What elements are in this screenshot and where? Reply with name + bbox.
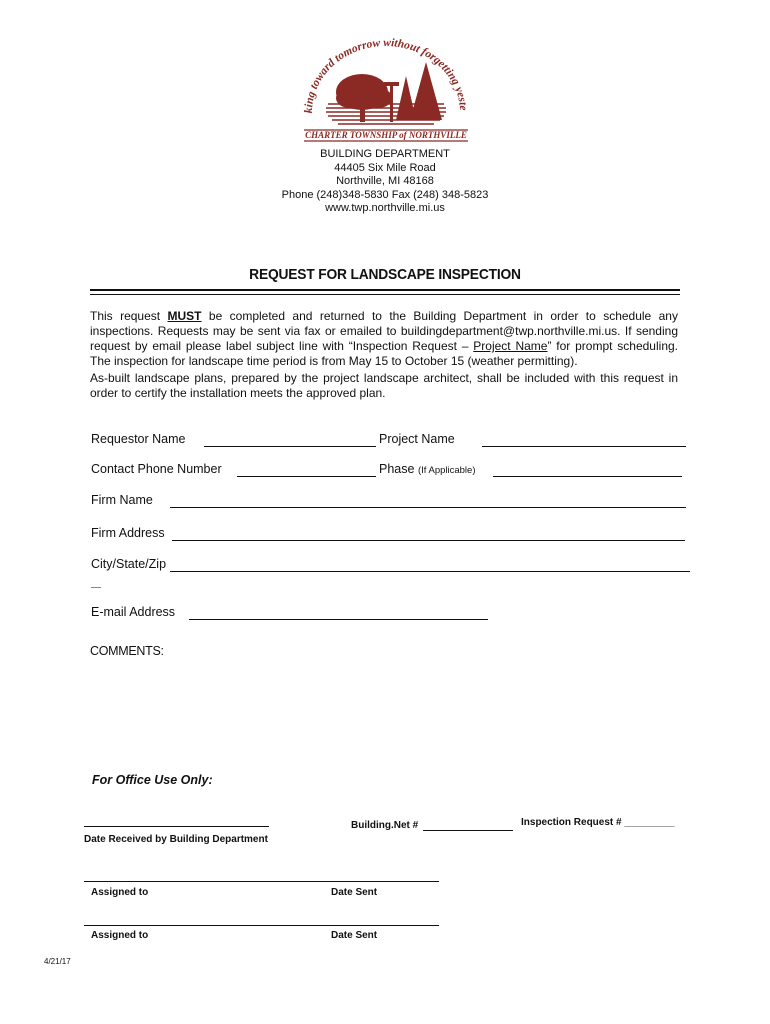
page-title: REQUEST FOR LANDSCAPE INSPECTION — [249, 266, 521, 283]
contact-phone-field[interactable] — [237, 476, 376, 477]
project-name-label: Project Name — [379, 432, 455, 446]
project-name-field[interactable] — [482, 446, 686, 447]
asbuilt-paragraph: As-built landscape plans, prepared by the project landscape architect, shall be included with this request in order to certify the installation meets the approved plan. — [90, 371, 678, 400]
date-sent-label-1: Date Sent — [331, 887, 378, 898]
email-label: E-mail Address — [91, 605, 176, 619]
street-address: 44405 Six Mile Road — [334, 161, 436, 174]
city-address: Northville, MI 48168 — [336, 175, 434, 187]
must-emphasis: MUST — [167, 309, 202, 323]
phase-field[interactable] — [493, 476, 682, 477]
date-sent-label-2: Date Sent — [331, 930, 378, 941]
city-state-zip-label: City/State/Zip — [91, 557, 167, 571]
assigned-row-1-line[interactable] — [84, 881, 439, 882]
department-name: BUILDING DEPARTMENT — [320, 148, 450, 160]
firm-name-field[interactable] — [170, 507, 686, 508]
city-state-zip-field[interactable] — [170, 571, 690, 572]
email-field[interactable] — [189, 619, 488, 620]
comments-area[interactable] — [90, 664, 680, 764]
logo-banner: CHARTER TOWNSHIP of NORTHVILLE — [305, 130, 467, 140]
logo-arc-text: king toward tomorrow without forgetting yeste — [302, 36, 470, 114]
assigned-to-label-2: Assigned to — [91, 930, 149, 941]
township-logo — [298, 34, 474, 144]
comments-label: COMMENTS: — [90, 644, 164, 658]
assigned-row-2-line[interactable] — [84, 925, 439, 926]
website[interactable]: www.twp.northville.mi.us — [325, 202, 445, 214]
requestor-name-field[interactable] — [204, 446, 376, 447]
project-name-underlined: Project Name — [473, 339, 548, 353]
city-state-zip-overflow-line — [91, 587, 101, 588]
phase-note: (If Applicable) — [417, 465, 476, 476]
building-net-label: Building.Net # — [351, 820, 419, 831]
intro-paragraph: This request MUST be completed and returned to the Building Department in order to schedule any inspections. Requests may be sent via fax or emailed to buildingdepartment@twp.northville.mi.us. If sending request by email please label subject line with “Inspection Request – Project Name” for prompt scheduling. The inspection for landscape time period is from May 15 to October 15 (weather permitting). — [90, 309, 678, 368]
title-rule-thin — [90, 294, 680, 295]
inspection-request-label: Inspection Request # _________ — [521, 817, 675, 828]
date-received-label: Date Received by Building Department — [84, 834, 268, 845]
assigned-to-label-1: Assigned to — [91, 887, 149, 898]
building-net-field[interactable] — [423, 830, 513, 831]
revision-date: 4/21/17 — [44, 957, 71, 966]
requestor-name-label: Requestor Name — [91, 432, 186, 446]
phone-fax: Phone (248)348-5830 Fax (248) 348-5823 — [281, 188, 489, 201]
address-block — [200, 148, 570, 216]
firm-address-field[interactable] — [172, 540, 685, 541]
office-use-heading: For Office Use Only: — [92, 773, 213, 787]
firm-address-label: Firm Address — [91, 526, 165, 540]
firm-name-label: Firm Name — [91, 493, 153, 507]
contact-phone-label: Contact Phone Number — [91, 462, 222, 476]
phase-label: Phase (If Applicable) — [379, 462, 476, 476]
date-received-field[interactable] — [84, 826, 269, 827]
title-rule-thick — [90, 289, 680, 291]
